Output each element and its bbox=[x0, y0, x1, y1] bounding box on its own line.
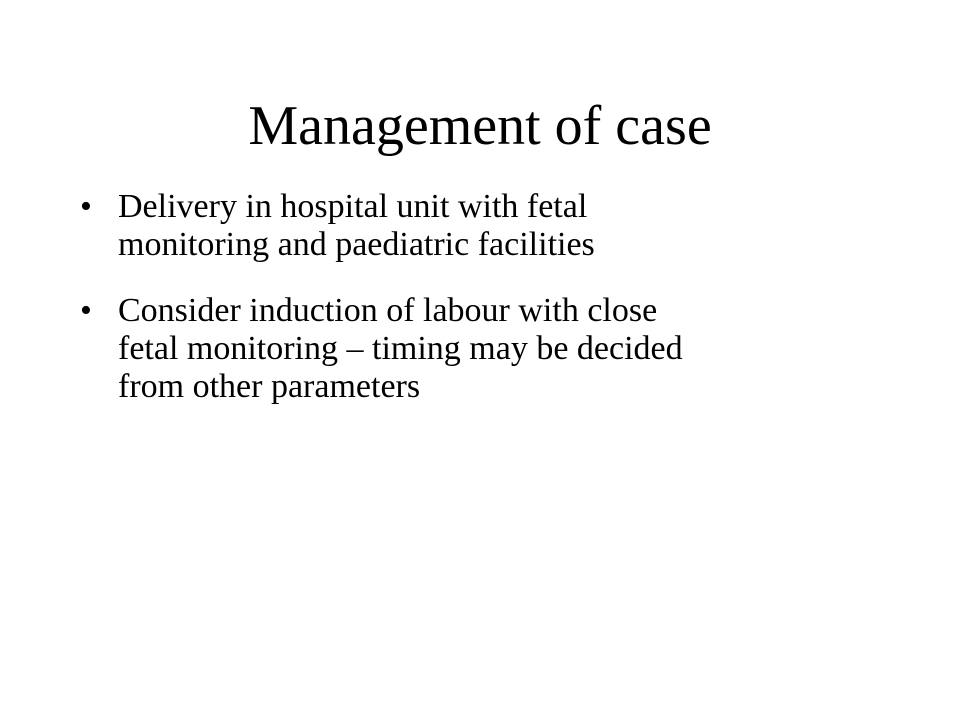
bullet-item-induction bbox=[80, 292, 940, 406]
bullet-line: fetal monitoring – timing may be decided bbox=[118, 330, 683, 367]
bullet-line: monitoring and paediatric facilities bbox=[118, 226, 595, 263]
bullet-dot-icon: • bbox=[80, 188, 92, 225]
bullet-line: from other parameters bbox=[118, 368, 421, 405]
bullet-line: Consider induction of labour with close bbox=[118, 292, 658, 329]
bullet-list bbox=[80, 188, 940, 434]
bullet-dot-icon: • bbox=[80, 292, 92, 329]
bullet-item-delivery bbox=[80, 188, 940, 264]
bullet-line: Delivery in hospital unit with fetal bbox=[118, 188, 588, 225]
slide-title: Management of case bbox=[248, 95, 712, 157]
